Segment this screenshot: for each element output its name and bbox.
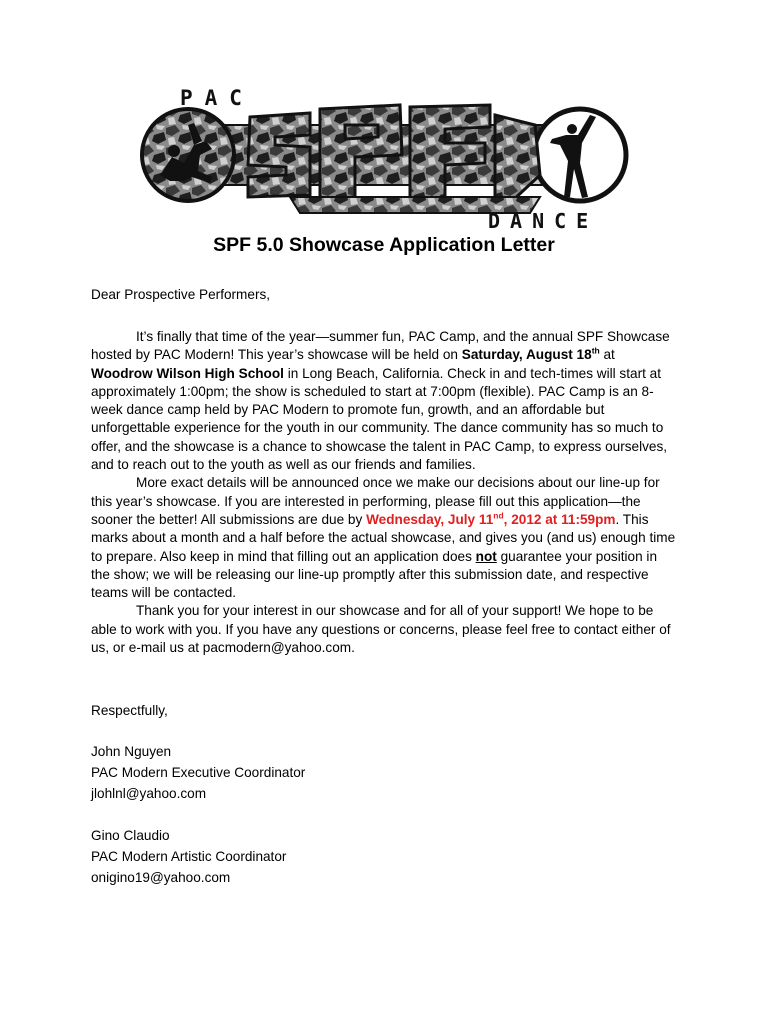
closing: Respectfully, (91, 703, 168, 718)
dancer-kick-icon (534, 109, 626, 201)
signer-name: John Nguyen (91, 744, 172, 759)
signer-role: PAC Modern Executive Coordinator (91, 765, 306, 780)
signer-email: jlohlnl@yahoo.com (91, 786, 207, 801)
paragraph-3: Thank you for your interest in our showcase and for all of your support! We hope to be able to work with you. If you have any questions or concerns, please feel free to contact either of us, or e-mail us at pacmodern@yahoo.com. (91, 603, 671, 656)
submission-deadline: Wednesday, July 11nd, 2012 at 11:59pm (366, 510, 616, 527)
signer-name: Gino Claudio (91, 828, 170, 843)
signature-block-1 (91, 741, 676, 804)
signature-block-2 (91, 825, 676, 888)
pac-spf-dance-logo (140, 85, 630, 233)
signer-role: PAC Modern Artistic Coordinator (91, 849, 287, 864)
paragraph-1: It’s finally that time of the year—summer fun, PAC Camp, and the annual SPF Showcase hosted by PAC Modern! This year’s showcase will be held on Saturday, August 18th at Woodrow Wilson High School in Long Beach, California. Check in and tech-times will start at approximately 1:00pm; the show is scheduled to start at 7:00pm (flexible). PAC Camp is an 8-week dance camp held by PAC Modern to promote fun, growth, and an affordable but unforgettable experience for the youth in our community. The dance community has so much to offer, and the showcase is a chance to showcase the talent in PAC Camp, to express ourselves, and to reach out to the youth as well as our friends and families. (91, 329, 670, 473)
signer-email: onigino19@yahoo.com (91, 870, 231, 885)
paragraph-2: More exact details will be announced once we make our decisions about our line-up for this year’s showcase. If you are interested in performing, please fill out this application—the sooner the better! All submissions are due by Wednesday, July 11nd, 2012 at 11:59pm. This marks about a month and a half before the actual showcase, and gives you (and us) enough time to prepare. Also keep in mind that filling out an application does not guarantee your position in the show; we will be releasing our line-up promptly after this submission date, and respective teams will be contacted. (91, 475, 676, 601)
emphasis-not: not (475, 548, 497, 564)
salutation: Dear Prospective Performers, (91, 287, 271, 302)
breakdancer-icon (142, 109, 234, 201)
letter-body (91, 328, 676, 657)
letter-title: SPF 5.0 Showcase Application Letter (213, 234, 555, 256)
logo-bottom-text: DANCE (488, 209, 599, 233)
event-venue: Woodrow Wilson High School (91, 365, 284, 381)
logo-graphic (140, 85, 630, 233)
logo-top-text: PAC (180, 86, 254, 110)
event-date: Saturday, August 18th (461, 345, 600, 363)
